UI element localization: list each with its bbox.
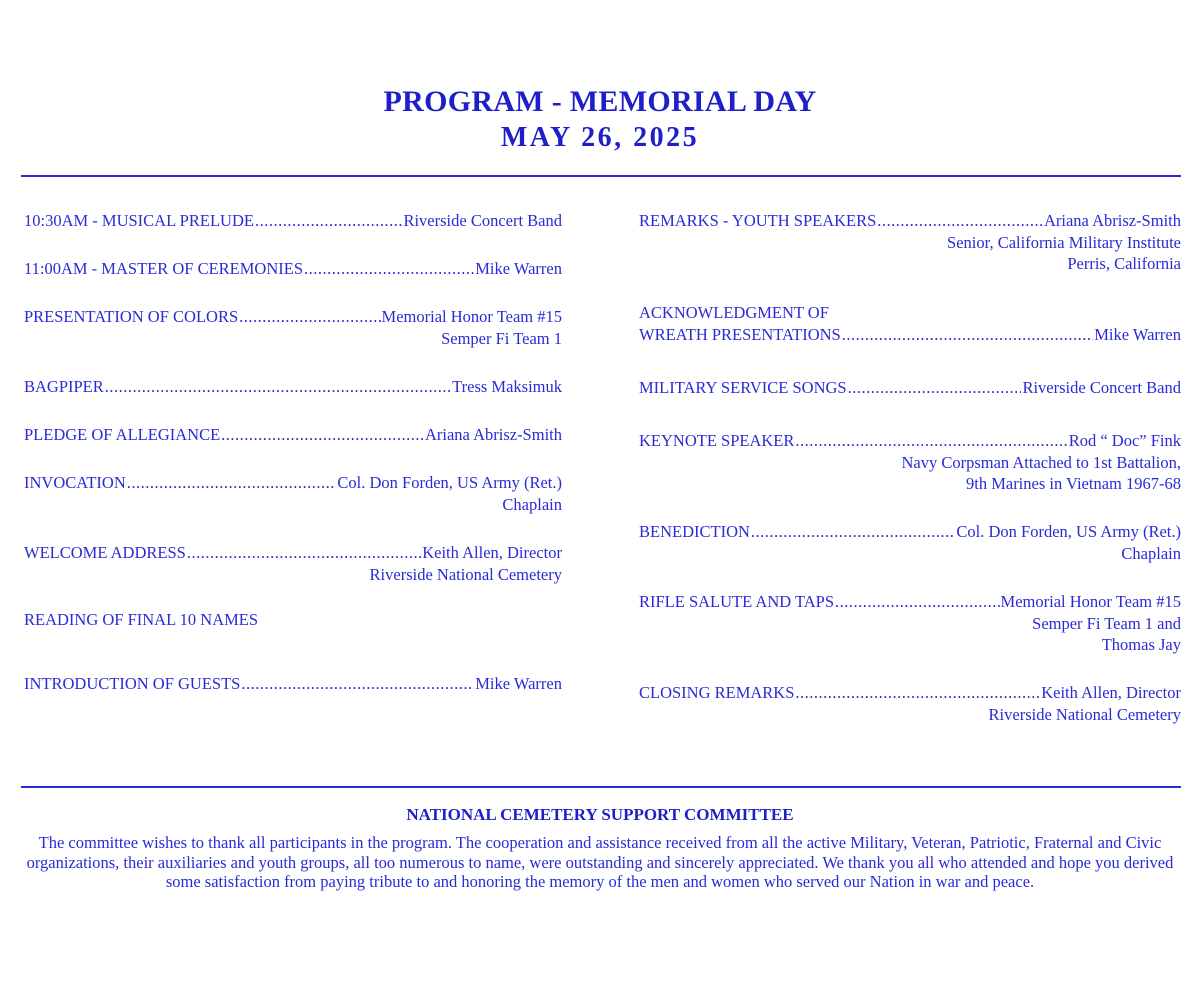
program-item: [639, 377, 1181, 399]
program-item: [24, 210, 562, 232]
program-item-detail: Thomas Jay: [1101, 635, 1181, 654]
program-item-label: BAGPIPER: [24, 377, 104, 396]
program-item: [639, 302, 1181, 345]
dot-leader: [304, 258, 474, 280]
dot-leader: [187, 542, 421, 564]
program-item-performer: Memorial Honor Team #15: [381, 307, 562, 326]
program-item-label: READING OF FINAL 10 NAMES: [24, 610, 259, 629]
program-item-detail: Perris, California: [1067, 254, 1181, 273]
dot-leader: [842, 324, 1093, 346]
program-item-detail: Riverside National Cemetery: [369, 564, 562, 584]
dot-leader: [848, 377, 1022, 399]
program-item-label: INTRODUCTION OF GUESTS: [24, 674, 241, 693]
program-item-detail: Chaplain: [502, 494, 562, 514]
program-item-performer: Keith Allen, Director: [422, 543, 562, 562]
dot-leader: [105, 376, 451, 398]
program-item-performer: Mike Warren: [1094, 324, 1181, 344]
program-item-detail: Senior, California Military Institute: [947, 232, 1181, 252]
program-item: [639, 591, 1181, 656]
program-item-detail: Riverside National Cemetery: [988, 704, 1181, 724]
program-item-label: INVOCATION: [24, 473, 126, 492]
program-item-performer: Riverside Concert Band: [403, 211, 562, 230]
program-item: [24, 306, 562, 349]
program-item-detail: Chaplain: [1121, 543, 1181, 563]
program-item: [639, 430, 1181, 495]
dot-leader: [795, 430, 1067, 452]
program-item-label: RIFLE SALUTE AND TAPS: [639, 592, 835, 611]
bottom-divider: [21, 786, 1181, 788]
dot-leader: [877, 210, 1043, 232]
program-item-label: WREATH PRESENTATIONS: [639, 324, 841, 344]
dot-leader: [221, 424, 424, 446]
program-item-performer: Col. Don Forden, US Army (Ret.): [956, 522, 1181, 541]
program-item: [24, 258, 562, 280]
program-item: [639, 210, 1181, 275]
committee-heading: NATIONAL CEMETERY SUPPORT COMMITTEE: [406, 805, 794, 824]
program-item-performer: Mike Warren: [475, 259, 562, 278]
program-item-performer: Tress Maksimuk: [452, 377, 562, 396]
committee-thanks-text: The committee wishes to thank all participants in the program. The cooperation and assistance received from all the active Military, Veteran, Patriotic, Fraternal and Civic organizations, their auxiliaries and youth groups, all too numerous to name, were outstanding and sincerely appreciated. We thank you all who attended and hope you derived some satisfaction from paying tribute to and honoring the memory of the men and women who served our Nation in war and peace.: [26, 833, 1174, 891]
program-item-label: BENEDICTION: [639, 522, 750, 541]
program-item-label: WELCOME ADDRESS: [24, 543, 186, 562]
dot-leader: [255, 210, 403, 232]
program-item: [24, 424, 562, 446]
program-item-label: KEYNOTE SPEAKER: [639, 431, 795, 450]
program-item: [24, 376, 562, 398]
program-item: [639, 682, 1181, 725]
program-header: [0, 84, 1200, 156]
program-item: [24, 609, 562, 631]
program-item-label-line1: ACKNOWLEDGMENT OF: [639, 303, 829, 322]
dot-leader: [751, 521, 956, 543]
program-item-performer: Ariana Abrisz-Smith: [424, 425, 562, 444]
program-date: MAY 26, 2025: [500, 122, 700, 153]
program-item: [24, 472, 562, 515]
program-item-detail: Navy Corpsman Attached to 1st Battalion,: [901, 452, 1181, 472]
program-item: [24, 673, 562, 695]
program-item-performer: Mike Warren: [475, 674, 562, 693]
program-item-label: REMARKS - YOUTH SPEAKERS: [639, 211, 877, 230]
program-item-detail: 9th Marines in Vietnam 1967-68: [965, 474, 1181, 493]
program-item-label: PRESENTATION OF COLORS: [24, 307, 239, 326]
program-title: PROGRAM - MEMORIAL DAY: [383, 85, 817, 118]
program-item-label: PLEDGE OF ALLEGIANCE: [24, 425, 221, 444]
program-item-detail: Semper Fi Team 1: [441, 328, 562, 348]
program-item-label: CLOSING REMARKS: [639, 683, 795, 702]
dot-leader: [127, 472, 337, 494]
program-item: [639, 521, 1181, 564]
program-item-performer: Keith Allen, Director: [1041, 683, 1181, 702]
program-item-performer: Ariana Abrisz-Smith: [1043, 211, 1181, 230]
dot-leader: [795, 682, 1040, 704]
program-item-label: MILITARY SERVICE SONGS: [639, 378, 847, 397]
program-item-performer: Col. Don Forden, US Army (Ret.): [337, 473, 562, 492]
top-divider: [21, 175, 1181, 177]
program-item-label: 10:30AM - MUSICAL PRELUDE: [24, 211, 254, 230]
program-item: [24, 542, 562, 585]
program-item-performer: Riverside Concert Band: [1022, 378, 1181, 397]
dot-leader: [835, 591, 1000, 613]
dot-leader: [241, 673, 474, 695]
program-item-performer: Rod “ Doc” Fink: [1068, 431, 1181, 450]
dot-leader: [239, 306, 380, 328]
program-item-label: 11:00AM - MASTER OF CEREMONIES: [24, 259, 303, 278]
program-item-performer: Memorial Honor Team #15: [1000, 592, 1181, 611]
program-item-detail: Semper Fi Team 1 and: [1032, 613, 1181, 633]
